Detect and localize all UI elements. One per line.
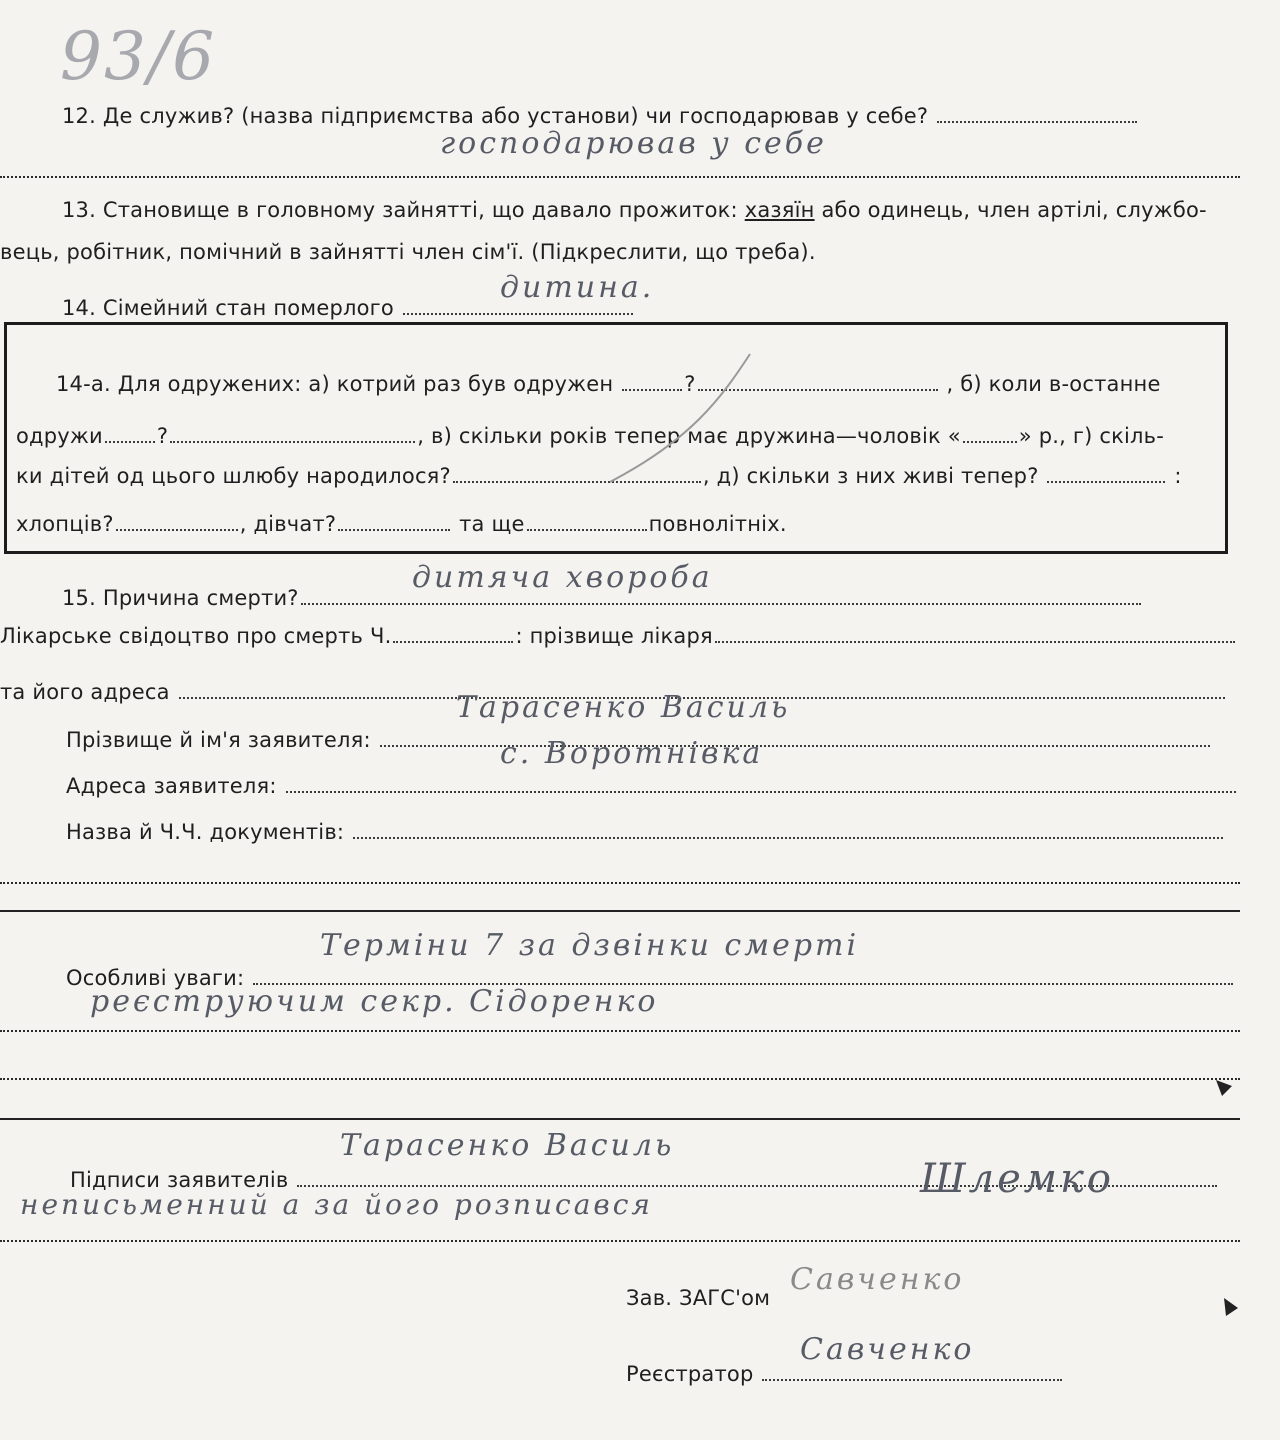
q14a-row-1: 14-а. Для одружених: а) котрий раз був одружен ? , б) коли в-останне	[56, 372, 1161, 396]
remarks-label: Особливі уваги:	[66, 966, 245, 990]
q12-label: 12. Де служив? (назва підприємства або установи) чи господарював у себе?	[62, 104, 929, 128]
section-divider-1	[0, 910, 1240, 912]
q14-answer: дитина.	[500, 270, 655, 305]
zags-head-row	[626, 1286, 770, 1310]
q14a-row-4: хлопців? , дівчат? та ще повнолітніх.	[16, 512, 787, 536]
doctor-certificate-label: Лікарське свідоцтво про смерть Ч.	[0, 624, 392, 648]
remarks-fill-line-2	[0, 1078, 1240, 1080]
remarks-line-2: реєструючим секр. Сідоренко	[90, 984, 659, 1019]
zags-head-label: Зав. ЗАГС'ом	[626, 1286, 771, 1310]
signature-right: Шлемко	[920, 1156, 1114, 1202]
signature-line-1: Тарасенко Василь	[340, 1128, 675, 1163]
applicant-documents-label: Назва й Ч.Ч. документів:	[66, 820, 345, 844]
margin-archival-note: 93/6	[60, 18, 217, 95]
q13-label-b: або одинець, член артілі, службо-	[821, 198, 1207, 222]
q13-underlined-option: хазяїн	[744, 198, 815, 222]
applicant-address-label: Адреса заявителя:	[66, 774, 277, 798]
registrar-signature: Савченко	[800, 1332, 975, 1367]
q14a-married-times-label: 14-а. Для одружених: а) котрий раз був одружен	[56, 372, 614, 396]
q15-answer: дитяча хвороба	[412, 560, 713, 595]
section-divider-2	[0, 1118, 1240, 1120]
remarks-fill-line-1	[0, 1030, 1240, 1032]
zags-head-signature: Савченко	[790, 1262, 965, 1297]
doctor-address-label: та його адреса	[0, 680, 170, 704]
documents-fill-line	[0, 882, 1240, 884]
q12-row	[62, 104, 1139, 128]
q14a-children-born-label: ки дітей од цього шлюбу народилося?	[16, 464, 451, 488]
ink-blot-2	[1220, 1296, 1242, 1318]
q13-label-c: вець, робітник, помічний в зайнятті член сім'ї. (Підкреслити, що треба).	[0, 240, 816, 264]
q12-fill-line	[0, 176, 1240, 178]
q14-label: 14. Сімейний стан померлого	[62, 296, 394, 320]
crossout-stroke	[600, 350, 780, 490]
remarks-line-1: Терміни 7 за дзвінки смерті	[320, 928, 860, 963]
q14a-last-married-label: , б) коли в-останне	[946, 372, 1161, 396]
applicant-address-value: с. Воротнівка	[500, 736, 764, 771]
signatures-label: Підписи заявителів	[70, 1168, 289, 1192]
q14a-children-alive-label: , д) скільки з них живі тепер?	[702, 464, 1039, 488]
signature-line-2: неписьменний а за його розписався	[20, 1188, 653, 1221]
applicant-address-row	[66, 774, 1238, 798]
q14a-spouse-age-label: , в) скільки років тепер має дружина—чоловік «	[417, 424, 961, 448]
q14a-row-3: ки дітей од цього шлюбу народилося? , д) скільки з них живі тепер? :	[16, 464, 1182, 488]
q13-row-2	[0, 240, 816, 264]
applicant-name-value: Тарасенко Василь	[456, 690, 791, 725]
q14a-girls-label: , дівчат?	[239, 512, 337, 536]
applicant-name-label: Прізвище й ім'я заявителя:	[66, 728, 371, 752]
applicant-documents-row	[66, 820, 1225, 844]
doctor-name-label: : прізвище лікаря	[515, 624, 713, 648]
q13-row-1	[62, 198, 1207, 222]
q14a-row-2: одружи ? , в) скільки років тепер має дружина—чоловік « » р., г) скіль-	[16, 424, 1165, 448]
ink-blot-1	[1214, 1076, 1236, 1098]
q12-answer: господарював у себе	[440, 126, 827, 161]
q14a-boys-label: хлопців?	[16, 512, 114, 536]
registrar-label: Реєстратор	[626, 1362, 754, 1386]
q13-label-a: 13. Становище в головному зайнятті, що давало прожиток:	[62, 198, 738, 222]
doctor-row	[0, 624, 1237, 648]
signatures-fill-line	[0, 1240, 1240, 1242]
q15-label: 15. Причина смерти?	[62, 586, 299, 610]
